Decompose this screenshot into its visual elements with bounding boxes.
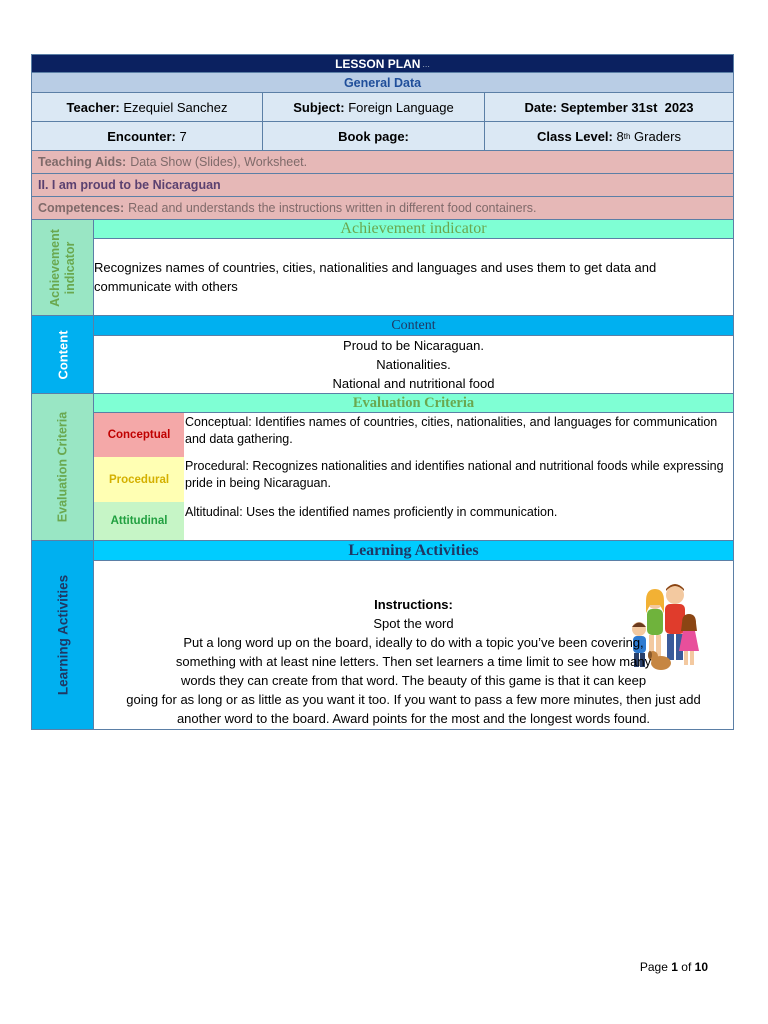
achievement-section xyxy=(31,220,734,316)
competences-label: Competences: xyxy=(38,201,125,215)
criterion-tag: Attitudinal xyxy=(94,502,184,540)
encounter-cell xyxy=(32,122,263,150)
content-body xyxy=(94,336,733,393)
teaching-aids-label: Teaching Aids: xyxy=(38,155,127,169)
date-cell xyxy=(485,93,733,121)
content-line: Proud to be Nicaraguan. xyxy=(343,338,484,353)
teacher-label: Teacher: xyxy=(66,99,120,115)
title-row xyxy=(31,54,734,73)
evaluation-main xyxy=(94,394,733,540)
title-suffix: ... xyxy=(422,58,430,69)
criterion-text: Altitudinal: Uses the identified names proficiently in communication. xyxy=(185,505,558,519)
subject-label: Subject: xyxy=(293,99,345,115)
competences-row xyxy=(31,197,734,220)
achievement-header: Achievement indicator xyxy=(94,220,733,239)
book-page-cell xyxy=(263,122,485,150)
criterion-tag: Procedural xyxy=(94,457,184,502)
general-data-row xyxy=(31,73,734,93)
evaluation-section xyxy=(31,394,734,541)
achievement-main xyxy=(94,220,733,315)
page-of: of xyxy=(681,960,692,974)
activity-name: Spot the word xyxy=(373,616,454,631)
learning-section xyxy=(31,541,734,730)
unit-title: II. I am proud to be Nicaraguan xyxy=(38,178,221,192)
unit-row xyxy=(31,174,734,197)
teaching-aids-value: Data Show (Slides), Worksheet. xyxy=(130,155,308,169)
instruction-line: something with at least nine letters. Then set learners a time limit to see how many xyxy=(175,654,652,669)
page-prefix: Page xyxy=(639,960,668,974)
page-footer xyxy=(640,960,708,974)
class-level-label: Class Level: xyxy=(537,128,613,144)
criterion-text: Conceptual: Identifies names of countries, cities, nationalities, and languages for communication and data gathering. xyxy=(185,415,718,446)
instruction-line: another word to the board. Award points for the most and the longest words found. xyxy=(176,711,651,726)
evaluation-side-label: Evaluation Criteria xyxy=(55,411,69,523)
achievement-side xyxy=(32,220,94,315)
content-line: Nationalities. xyxy=(376,357,451,372)
instructions-title: Instructions: xyxy=(374,597,453,612)
teacher-cell xyxy=(32,93,263,121)
instructions-block xyxy=(94,595,733,728)
achievement-side-label xyxy=(48,229,78,307)
content-header: Content xyxy=(94,316,733,336)
content-side-label: Content xyxy=(55,329,70,380)
general-data-heading: General Data xyxy=(343,75,422,90)
evaluation-header: Evaluation Criteria xyxy=(94,394,733,413)
achievement-side-label-2: indicator xyxy=(62,241,77,294)
teacher-value: Ezequiel Sanchez xyxy=(123,99,228,115)
page-title: LESSON PLAN xyxy=(335,56,421,71)
page-number: 1 xyxy=(671,960,678,974)
class-level-num: 8 xyxy=(616,128,624,144)
encounter-value: 7 xyxy=(179,128,187,144)
criterion-text: Procedural: Recognizes nationalities and identifies national and nutritional foods while expressing pride in being Nicaraguan. xyxy=(185,459,724,490)
achievement-side-label-1: Achievement xyxy=(47,228,62,307)
page-total: 10 xyxy=(694,960,708,974)
info-row-2 xyxy=(31,122,734,151)
book-page-label: Book page: xyxy=(338,128,409,144)
learning-side xyxy=(32,541,94,729)
instruction-line: words they can create from that word. The beauty of this game is that it can keep xyxy=(180,673,647,688)
class-level-rest: Graders xyxy=(634,128,681,144)
content-side xyxy=(32,316,94,393)
class-level-sup: th xyxy=(623,131,631,141)
subject-cell xyxy=(263,93,485,121)
lesson-plan-table xyxy=(31,54,734,730)
criterion-conceptual xyxy=(94,413,733,457)
content-section xyxy=(31,316,734,394)
evaluation-side xyxy=(32,394,94,540)
teaching-aids-row xyxy=(31,151,734,174)
class-level-cell xyxy=(485,122,733,150)
content-main xyxy=(94,316,733,393)
learning-header: Learning Activities xyxy=(94,541,733,561)
criterion-attitudinal xyxy=(94,502,733,540)
criterion-tag: Conceptual xyxy=(94,413,184,457)
criterion-procedural xyxy=(94,457,733,502)
encounter-label: Encounter: xyxy=(107,128,176,144)
competences-value: Read and understands the instructions written in different food containers. xyxy=(128,201,537,215)
date-label: Date: September 31st 2023 xyxy=(524,99,694,115)
content-line: National and nutritional food xyxy=(332,376,495,391)
subject-value: Foreign Language xyxy=(348,99,454,115)
learning-main xyxy=(94,541,733,729)
instruction-line: going for as long or as little as you want it too. If you want to pass a few more minutes, then just add xyxy=(126,692,701,707)
achievement-text: Recognizes names of countries, cities, nationalities and languages and uses them to get data and communicate with others xyxy=(94,260,657,294)
learning-body xyxy=(94,561,733,729)
learning-side-label: Learning Activities xyxy=(55,574,70,696)
info-row-1 xyxy=(31,93,734,122)
instruction-line: Put a long word up on the board, ideally to do with a topic you’ve been covering, xyxy=(183,635,644,650)
